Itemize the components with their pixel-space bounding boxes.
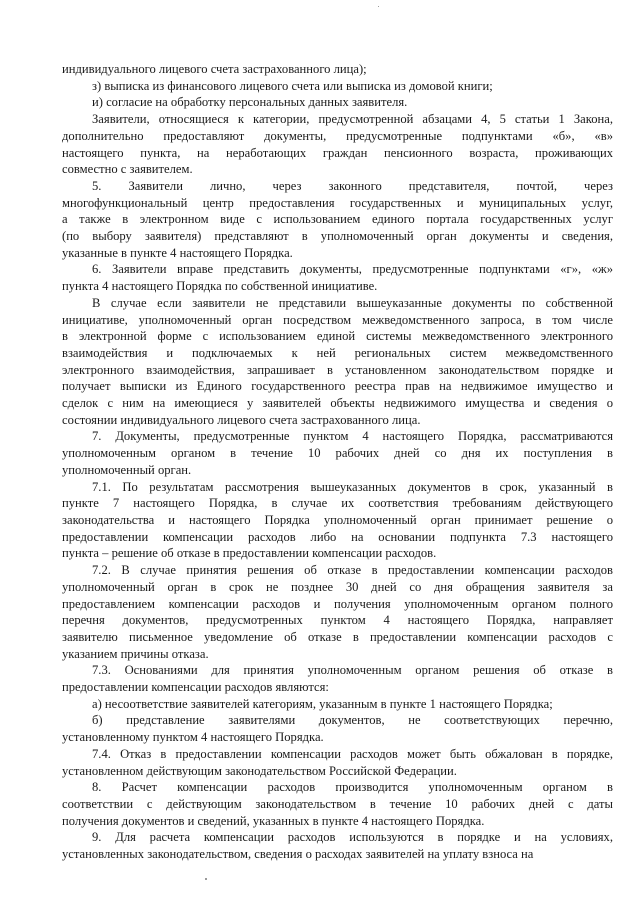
text-line: совместно с заявителем. (62, 162, 193, 177)
text-line: многофункциональный центр предоставления государственных и муниципальных услуг, (62, 195, 613, 210)
paragraph-p11 (62, 696, 613, 713)
text-line: в электронной форме с использованием единой системы межведомственного электронного (62, 329, 613, 344)
text-line: пункте 7 настоящего Порядка, в случае их соответствия требованиям действующего (62, 496, 613, 511)
text-line: уполномоченный орган в срок не позднее 30 дней со дня обращения заявителя за (62, 579, 613, 594)
scan-speck (378, 6, 379, 7)
text-line: соответствии с действующим законодательством в течение 10 рабочих дней с даты (62, 796, 613, 811)
text-line: установленных законодательством, сведения о расходах заявителей на уплату взноса на (62, 847, 534, 862)
text-line: предоставлении компенсации расходов либо на основании подпункта 7.3 настоящего (62, 529, 613, 544)
text-line: 6. Заявители вправе представить документы, предусмотренные подпунктами «г», «ж» (92, 262, 613, 277)
text-line: (по выбору заявителя) представляют в уполномоченный орган документы и сведения, (62, 229, 613, 244)
text-line: Заявители, относящиеся к категории, предусмотренной абзацами 4, 5 статьи 1 Закона, (92, 112, 613, 127)
paragraph-p14 (62, 779, 613, 829)
paragraph-p7 (62, 428, 613, 478)
text-line: указанием причины отказа. (62, 646, 209, 661)
text-line: законодательства и настоящего Порядка уполномоченный орган принимает решение о (62, 512, 613, 527)
text-line: а также в электронном виде с использованием единого портала государственных услуг (62, 212, 613, 227)
paragraph-p3 (62, 111, 613, 178)
paragraph-p9 (62, 562, 613, 662)
scan-speck (205, 878, 207, 880)
paragraph-p0 (62, 61, 613, 78)
text-line: а) несоответствие заявителей категориям, указанным в пункте 1 настоящего Порядка; (92, 696, 553, 711)
paragraph-p10 (62, 662, 613, 695)
text-line: 8. Расчет компенсации расходов производится уполномоченным органом в (92, 780, 613, 795)
text-line: 5. Заявители лично, через законного представителя, почтой, через (92, 178, 613, 193)
text-line: 7.3. Основаниями для принятия уполномоченным органом решения об отказе в (92, 663, 613, 678)
text-line: 9. Для расчета компенсации расходов используются в порядке и на условиях, (92, 830, 613, 845)
paragraph-p13 (62, 746, 613, 779)
text-line: б) представление заявителями документов, не соответствующих перечню, (92, 713, 613, 728)
text-line: указанные в пункте 4 настоящего Порядка. (62, 245, 293, 260)
text-line: сделок с ним на имеющиеся у заявителей объекты недвижимого имущества и сведения о (62, 396, 613, 411)
text-line: уполномоченный орган. (62, 462, 192, 477)
text-line: состоянии индивидуального лицевого счета застрахованного лица. (62, 412, 421, 427)
text-line: установленном действующим законодательством Российской Федерации. (62, 763, 457, 778)
paragraph-p15 (62, 829, 613, 862)
text-line: электронного взаимодействия, запрашивает в установленном законодательством порядке и (62, 362, 613, 377)
text-line: получает выписки из Единого государственного реестра прав на недвижимое имущество и (62, 379, 613, 394)
text-line: установленному пунктом 4 настоящего Порядка. (62, 730, 324, 745)
text-line: и) согласие на обработку персональных данных заявителя. (92, 95, 408, 110)
text-line: 7.4. Отказ в предоставлении компенсации расходов может быть обжалован в порядке, (92, 746, 613, 761)
text-line: дополнительно предоставляют документы, предусмотренные подпунктами «б», «в» (62, 128, 613, 143)
text-line: В случае если заявители не представили вышеуказанные документы по собственной (92, 295, 613, 310)
text-line: пункта 4 настоящего Порядка по собственной инициативе. (62, 279, 378, 294)
text-line: перечня документов, предусмотренных пунктом 4 настоящего Порядка, направляет (62, 613, 613, 628)
text-line: заявителю письменное уведомление об отказе в предоставлении компенсации расходов с (62, 629, 613, 644)
paragraph-p5 (62, 261, 613, 294)
text-line: получения документов и сведений, указанных в пункте 4 настоящего Порядка. (62, 813, 485, 828)
text-line: уполномоченным органом в течение 10 рабочих дней со дня их поступления в (62, 446, 613, 461)
text-line: з) выписка из финансового лицевого счета или выписка из домовой книги; (92, 78, 493, 93)
paragraph-p2 (62, 94, 613, 111)
text-line: инициативе, уполномоченный орган посредством межведомственного запроса, в том числе (62, 312, 613, 327)
text-line: пункта – решение об отказе в предоставлении компенсации расходов. (62, 546, 437, 561)
paragraph-p6 (62, 295, 613, 429)
paragraph-p12 (62, 712, 613, 745)
text-line: предоставлением компенсации расходов и получения уполномоченным органом полного (62, 596, 613, 611)
text-line: 7. Документы, предусмотренные пунктом 4 настоящего Порядка, рассматриваются (92, 429, 613, 444)
text-line: 7.2. В случае принятия решения об отказе в предоставлении компенсации расходов (92, 563, 613, 578)
paragraph-p4 (62, 178, 613, 262)
text-line: 7.1. По результатам рассмотрения вышеуказанных документов в срок, указанный в (92, 479, 613, 494)
text-line: предоставлении компенсации расходов являются: (62, 680, 329, 695)
text-line: взаимодействия и подключаемых к ней региональных систем межведомственного (62, 345, 613, 360)
document-body (62, 61, 613, 863)
text-line: настоящего пункта, на неработающих граждан пенсионного возраста, проживающих (62, 145, 613, 160)
text-line: индивидуального лицевого счета застрахованного лица); (62, 62, 367, 76)
paragraph-p1 (62, 78, 613, 95)
paragraph-p8 (62, 479, 613, 563)
